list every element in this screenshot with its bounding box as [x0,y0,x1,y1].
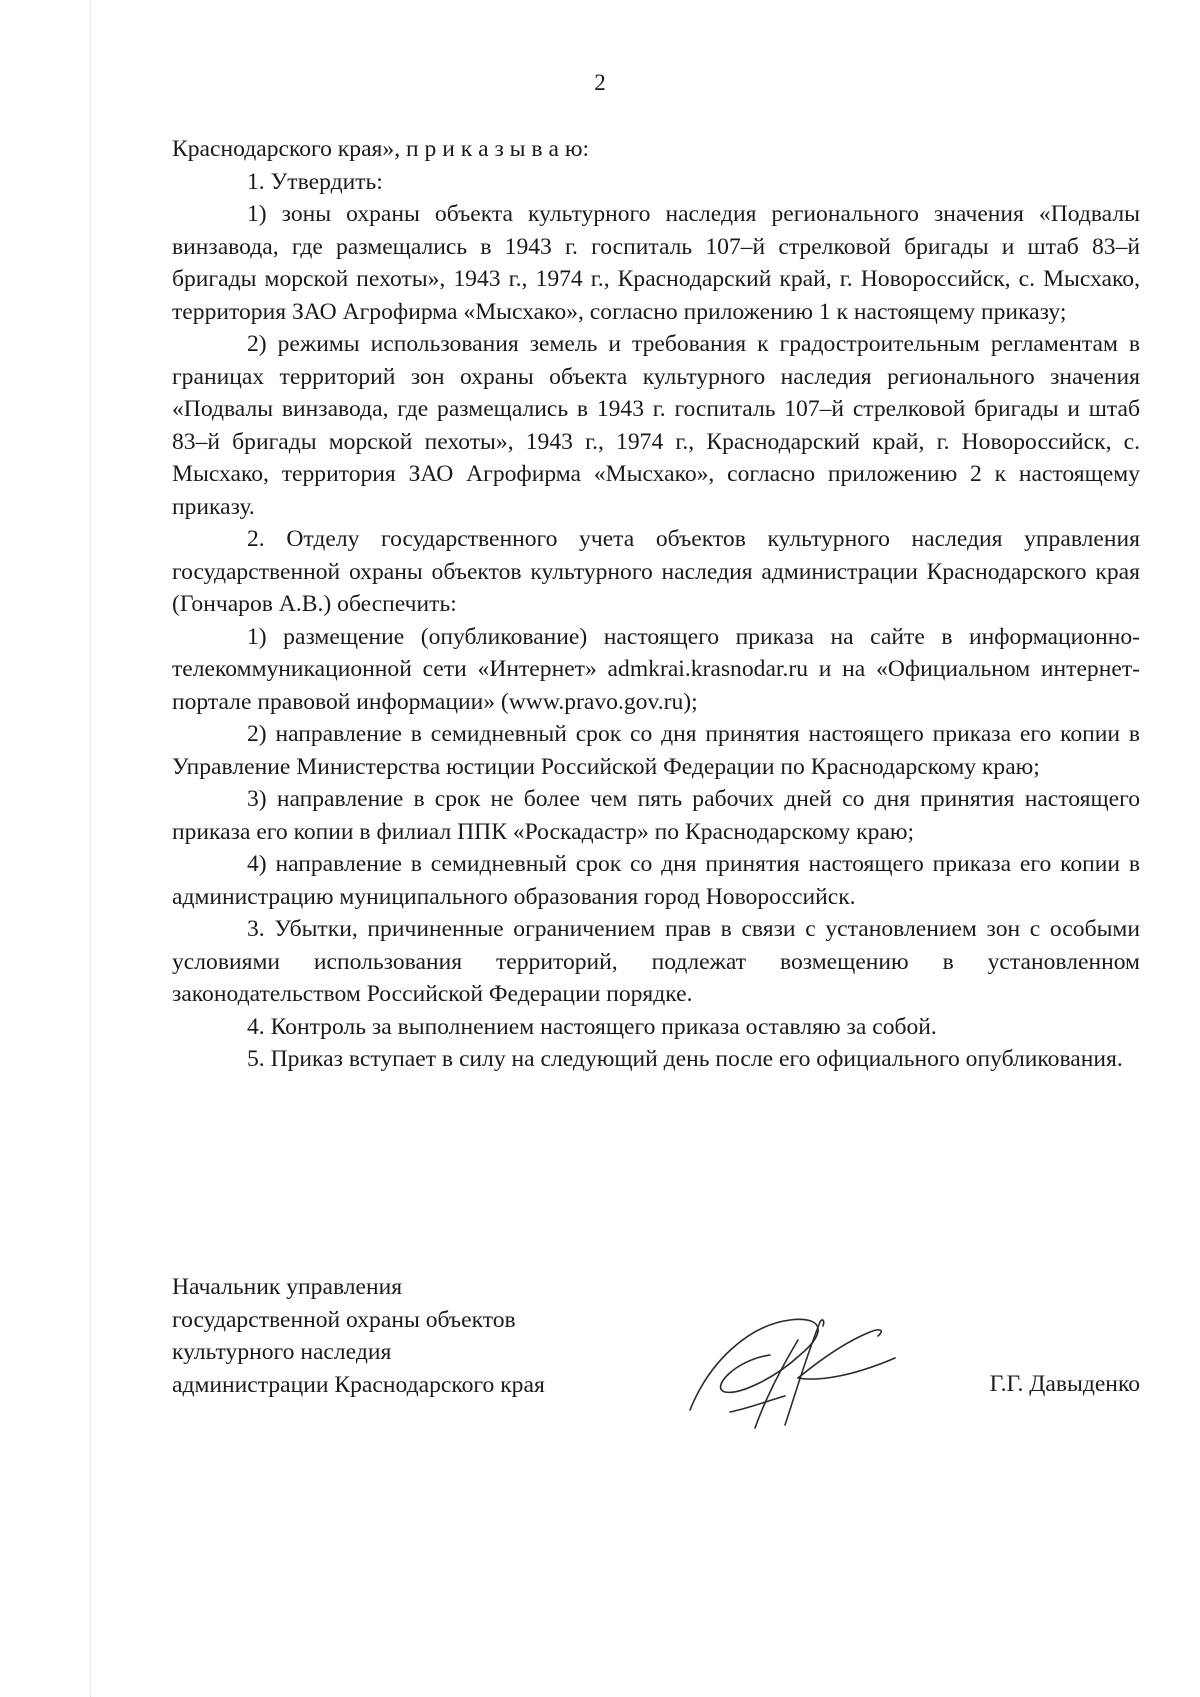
paragraph-item-2-2: 2) направление в семидневный срок со дня принятия настоящего приказа его копии в Управление Министерства юстиции Российской Федерации по Краснодарскому краю; [172,721,1140,780]
paragraph-item-3: 3. Убытки, причиненные ограничением прав в связи с установлением зон с особыми условиями использования территорий, подлежат возмещению в установленном законодательством Российской Федерации порядке. [172,916,1140,1007]
paragraph-item-4: 4. Контроль за выполнением настоящего приказа оставляю за собой. [247,1013,937,1040]
paragraph-item-2-3: 3) направление в срок не более чем пять рабочих дней со дня принятия настоящего приказа его копии в филиал ППК «Роскадастр» по Краснодарскому краю; [172,786,1140,845]
signer-position [172,1271,632,1401]
signer-name: Г.Г. Давыденко [989,1371,1140,1397]
paragraph-item-5: 5. Приказ вступает в силу на следующий день после его официального опубликования. [247,1046,1123,1072]
paragraph-item-1: 1. Утвердить: [247,168,383,195]
paragraph-item-2: 2. Отделу государственного учета объектов культурного наследия управления государственной охраны объектов культурного наследия администрации Краснодарского края (Гончаров А.В.) обеспечить: [172,526,1140,617]
scan-margin-line [90,0,91,1697]
page-number: 2 [594,70,606,95]
handwritten-signature [680,1300,910,1440]
signer-position-line: культурного наследия [172,1339,392,1365]
document-body [172,133,1140,1076]
paragraph-item-1-2: 2) режимы использования земель и требования к градостроительным регламентам в границах территорий зон охраны объекта культурного наследия регионального значения «Подвалы винзавода, где размещались в 1943 г. госпиталь 107–й стрелковой бригады и штаб 83–й бригады морской пехоты», 1943 г., 1974 г., Краснодарский край, г. Новороссийск, с. Мысхако, территория ЗАО Агрофирма «Мысхако», согласно приложению 2 к настоящему приказу. [172,331,1140,520]
signer-position-line: администрации Краснодарского края [172,1371,545,1398]
paragraph-item-1-1: 1) зоны охраны объекта культурного наследия регионального значения «Подвалы винзавода, где размещались в 1943 г. госпиталь 107–й стрелковой бригады и штаб 83–й бригады морской пехоты», 1943 г., 1974 г., Краснодарский край, г. Новороссийск, с. Мысхако, территория ЗАО Агрофирма «Мысхако», согласно приложению 1 к настоящему приказу; [172,201,1140,325]
signer-position-line: государственной охраны объектов [172,1306,516,1333]
paragraph-item-2-4: 4) направление в семидневный срок со дня принятия настоящего приказа его копии в администрацию муниципального образования город Новороссийск. [172,851,1140,910]
paragraph-item-2-1: 1) размещение (опубликование) настоящего приказа на сайте в информационно-телекоммуникационной сети «Интернет» admkrai.krasnodar.ru и на «Официальном интернет-портале правовой информации» (www.pravo.gov.ru); [172,623,1140,715]
signer-position-line: Начальник управления [172,1274,403,1300]
paragraph-order-intro: Краснодарского края», п р и к а з ы в а ю: [172,136,590,162]
